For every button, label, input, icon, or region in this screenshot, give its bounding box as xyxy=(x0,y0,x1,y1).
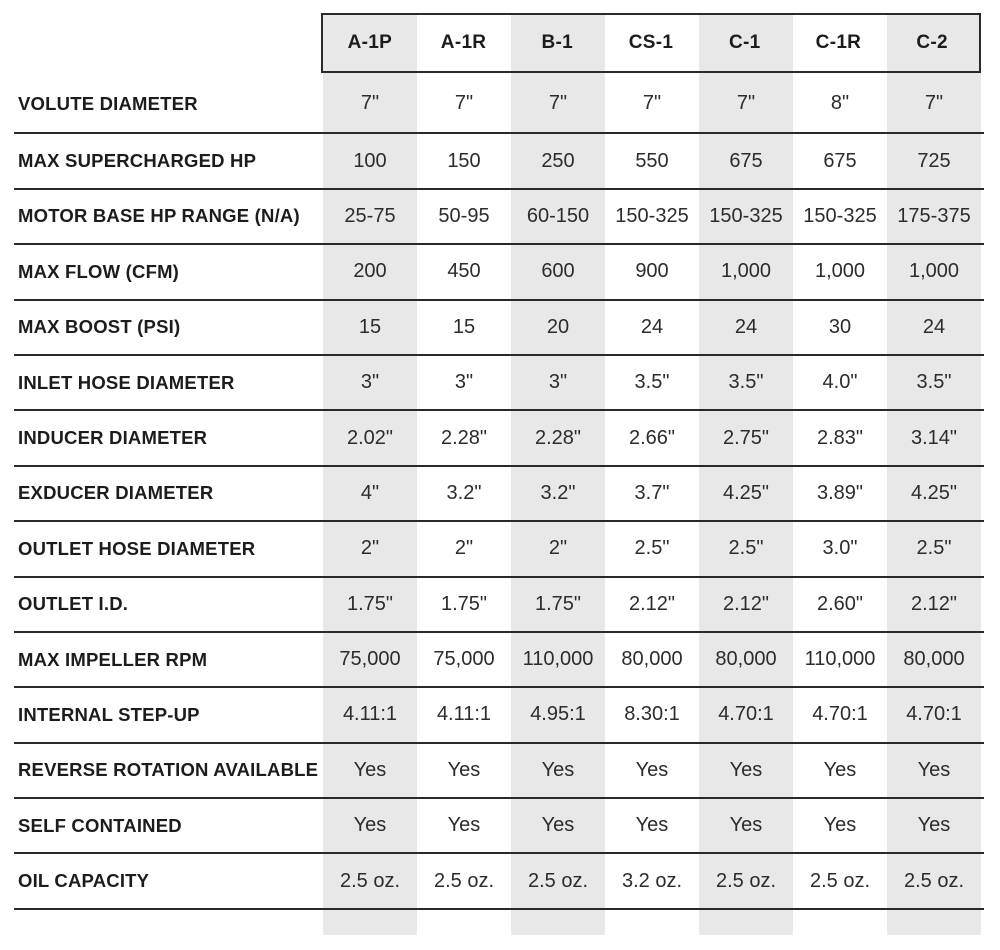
row-label: OUTLET HOSE DIAMETER xyxy=(18,537,256,559)
table-cell: 80,000 xyxy=(715,648,777,671)
table-cell: 3" xyxy=(454,371,474,394)
column-header: B-1 xyxy=(541,32,574,53)
table-cell: 175-375 xyxy=(897,204,971,227)
table-row xyxy=(14,797,984,852)
table-cell: 3.2" xyxy=(446,481,482,504)
table-cell: 2.5 oz. xyxy=(527,869,589,892)
table-cell: 150-325 xyxy=(615,204,689,227)
row-label: REVERSE ROTATION AVAILABLE xyxy=(18,759,319,781)
table-cell: 3.2" xyxy=(540,481,576,504)
table-cell: Yes xyxy=(353,814,387,837)
table-cell: 24 xyxy=(734,315,758,338)
table-cell: 3" xyxy=(360,371,380,394)
table-cell: 20 xyxy=(546,315,570,338)
table-cell: 675 xyxy=(729,149,763,172)
table-row xyxy=(14,465,984,520)
row-label: EXDUCER DIAMETER xyxy=(18,482,214,504)
table-cell: 600 xyxy=(541,260,575,283)
row-label: INLET HOSE DIAMETER xyxy=(18,371,235,393)
row-label: VOLUTE DIAMETER xyxy=(18,92,198,114)
table-cell: 2" xyxy=(548,537,568,560)
table-cell: 15 xyxy=(358,315,382,338)
column-header: A-1P xyxy=(347,32,393,53)
table-cell: 2.66" xyxy=(628,426,676,449)
table-cell: Yes xyxy=(541,814,575,837)
table-cell: 4.25" xyxy=(910,481,958,504)
table-cell: 2.5 oz. xyxy=(809,869,871,892)
table-cell: 75,000 xyxy=(339,648,401,671)
table-cell: 7" xyxy=(360,92,380,115)
table-row xyxy=(14,299,984,354)
table-cell: 3" xyxy=(548,371,568,394)
table-cell: 675 xyxy=(823,149,857,172)
table-cell: 8" xyxy=(830,92,850,115)
table-cell: 2.5 oz. xyxy=(433,869,495,892)
table-cell: 2" xyxy=(454,537,474,560)
table-cell: 200 xyxy=(353,260,387,283)
table-cell: Yes xyxy=(729,758,763,781)
row-label: MAX SUPERCHARGED HP xyxy=(18,150,257,172)
table-cell: 7" xyxy=(736,92,756,115)
table-cell: 150-325 xyxy=(709,204,783,227)
table-cell: 2.12" xyxy=(722,592,770,615)
table-cell: 2.28" xyxy=(440,426,488,449)
table-row xyxy=(14,75,984,132)
table-cell: 3.14" xyxy=(910,426,958,449)
table-cell: 1,000 xyxy=(720,260,772,283)
table-cell: 3.5" xyxy=(728,371,764,394)
table-cell: 4.11:1 xyxy=(436,703,492,726)
table-cell: 2" xyxy=(360,537,380,560)
row-label: MAX FLOW (CFM) xyxy=(18,260,180,282)
table-cell: 60-150 xyxy=(526,204,590,227)
table-cell: 100 xyxy=(353,149,387,172)
table-cell: 1,000 xyxy=(814,260,866,283)
table-cell: 15 xyxy=(452,315,476,338)
row-label: MAX BOOST (PSI) xyxy=(18,316,181,338)
table-cell: 24 xyxy=(922,315,946,338)
table-row xyxy=(14,742,984,797)
table-cell: 1.75" xyxy=(534,592,582,615)
table-row xyxy=(14,686,984,741)
table-row xyxy=(14,243,984,298)
table-cell: 24 xyxy=(640,315,664,338)
table-row xyxy=(14,852,984,909)
table-cell: 4.70:1 xyxy=(812,703,868,726)
table-cell: 4.70:1 xyxy=(718,703,774,726)
table-cell: Yes xyxy=(541,758,575,781)
table-cell: 75,000 xyxy=(433,648,495,671)
table-cell: 110,000 xyxy=(804,648,876,671)
table-cell: Yes xyxy=(917,814,951,837)
table-cell: 150-325 xyxy=(803,204,877,227)
table-cell: Yes xyxy=(353,758,387,781)
table-cell: 7" xyxy=(454,92,474,115)
table-cell: 50-95 xyxy=(438,204,490,227)
table-cell: 725 xyxy=(917,149,951,172)
table-cell: 1.75" xyxy=(440,592,488,615)
column-header: C-2 xyxy=(916,32,948,53)
table-cell: 7" xyxy=(924,92,944,115)
table-cell: Yes xyxy=(917,758,951,781)
table-cell: 3.7" xyxy=(634,481,670,504)
table-cell: 4.11:1 xyxy=(342,703,398,726)
table-cell: 1.75" xyxy=(346,592,394,615)
table-cell: 3.0" xyxy=(822,537,858,560)
column-header: A-1R xyxy=(440,32,487,53)
table-body xyxy=(14,75,984,910)
table-cell: 2.60" xyxy=(816,592,864,615)
row-label: OIL CAPACITY xyxy=(18,870,150,892)
table-cell: 3.2 oz. xyxy=(621,869,683,892)
row-label: INDUCER DIAMETER xyxy=(18,427,208,449)
table-cell: 2.5" xyxy=(634,537,670,560)
table-row xyxy=(14,631,984,686)
row-label: MOTOR BASE HP RANGE (N/A) xyxy=(18,205,300,227)
table-cell: Yes xyxy=(823,814,857,837)
table-cell: 2.5 oz. xyxy=(715,869,777,892)
table-cell: 4.95:1 xyxy=(530,703,586,726)
table-cell: 2.83" xyxy=(816,426,864,449)
table-cell: 2.02" xyxy=(346,426,394,449)
table-cell: 8.30:1 xyxy=(624,703,680,726)
table-row xyxy=(14,576,984,631)
table-cell: Yes xyxy=(823,758,857,781)
table-cell: 25-75 xyxy=(344,204,396,227)
table-cell: 2.5" xyxy=(916,537,952,560)
table-cell: Yes xyxy=(729,814,763,837)
table-row xyxy=(14,188,984,243)
table-row xyxy=(14,354,984,409)
table-cell: 900 xyxy=(635,260,669,283)
table-cell: 7" xyxy=(642,92,662,115)
table-cell: 550 xyxy=(635,149,669,172)
table-cell: 3.5" xyxy=(916,371,952,394)
table-row xyxy=(14,409,984,464)
header-row xyxy=(323,15,979,71)
table-cell: 4.70:1 xyxy=(906,703,962,726)
row-label: INTERNAL STEP-UP xyxy=(18,703,200,725)
table-cell: Yes xyxy=(635,814,669,837)
table-cell: 110,000 xyxy=(522,648,594,671)
column-header: C-1R xyxy=(815,32,862,53)
table-cell: Yes xyxy=(635,758,669,781)
row-label: OUTLET I.D. xyxy=(18,593,129,615)
table-cell: 30 xyxy=(828,315,852,338)
table-cell: Yes xyxy=(447,814,481,837)
table-cell: 7" xyxy=(548,92,568,115)
table-cell: 450 xyxy=(447,260,481,283)
column-header: C-1 xyxy=(728,32,761,53)
table-cell: 2.5" xyxy=(728,537,764,560)
table-cell: 250 xyxy=(541,149,575,172)
row-label: SELF CONTAINED xyxy=(18,814,182,836)
column-header: CS-1 xyxy=(628,32,674,53)
table-row xyxy=(14,520,984,575)
table-cell: 150 xyxy=(447,149,481,172)
table-cell: 4" xyxy=(360,481,380,504)
table-cell: 2.12" xyxy=(910,592,958,615)
table-cell: 3.5" xyxy=(634,371,670,394)
table-cell: 4.25" xyxy=(722,481,770,504)
table-cell: 1,000 xyxy=(908,260,960,283)
table-cell: 2.75" xyxy=(722,426,770,449)
table-cell: 4.0" xyxy=(822,371,858,394)
table-cell: 80,000 xyxy=(621,648,683,671)
table-cell: 80,000 xyxy=(903,648,965,671)
table-cell: Yes xyxy=(447,758,481,781)
table-row xyxy=(14,132,984,187)
table-cell: 2.28" xyxy=(534,426,582,449)
table-cell: 2.5 oz. xyxy=(903,869,965,892)
table-cell: 3.89" xyxy=(816,481,864,504)
row-label: MAX IMPELLER RPM xyxy=(18,648,208,670)
table-cell: 2.12" xyxy=(628,592,676,615)
table-cell: 2.5 oz. xyxy=(339,869,401,892)
